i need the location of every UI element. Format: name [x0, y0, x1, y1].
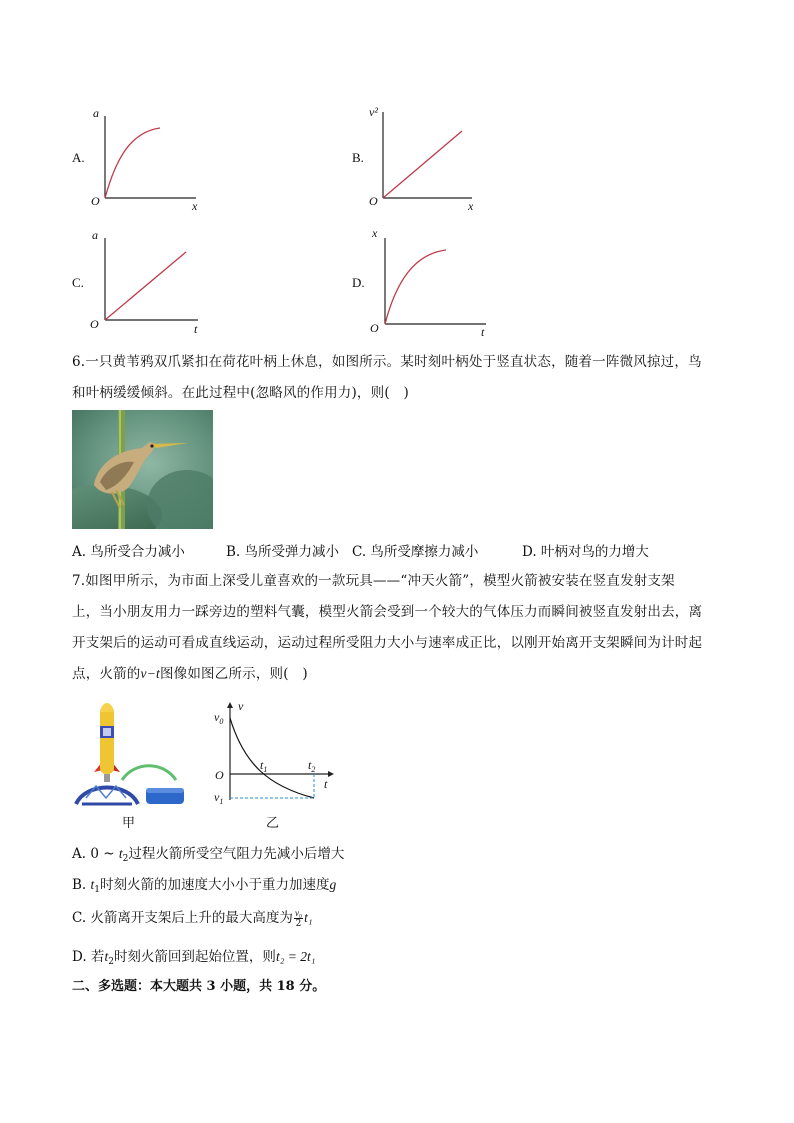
q7-vt-symbol: v−t	[140, 666, 160, 681]
q7-text-line3: 开支架后的运动可看成直线运动，运动过程所受阻力大小与速率成正比，以刚开始离开支架瞬间为计时起	[72, 635, 703, 651]
vt-v0-label: $v_0$	[214, 710, 224, 726]
graph-c	[86, 222, 211, 337]
graph-d-x-label: t	[481, 325, 485, 339]
graph-a	[86, 98, 211, 213]
option-c-label: C.	[72, 275, 84, 290]
rocket-toy-figure	[72, 700, 197, 815]
graph-d	[366, 222, 496, 340]
graph-b-x-label: x	[468, 199, 474, 213]
q7-text-line4	[72, 659, 722, 689]
q7-text-line2: 上，当小朋友用力一踩旁边的塑料气囊，模型火箭会受到一个较大的气体压力而瞬间被竖直发射出去，离	[72, 604, 703, 620]
graph-b-y-label: v²	[369, 105, 378, 119]
q6-choice-c: C. 鸟所受摩擦力减小	[352, 544, 479, 560]
q7-choice-b: B. $t_1$时刻火箭的加速度大小小于重力加速度g	[72, 877, 337, 895]
option-d-label: D.	[352, 275, 365, 290]
figure-jia-caption: 甲	[122, 816, 136, 831]
graph-d-origin: O	[370, 321, 379, 335]
vt-t2-label: $t_2$	[308, 758, 316, 774]
vt-t-label: t	[324, 777, 328, 791]
q7-line4-post: 图像如图乙所示，则( )	[159, 666, 308, 682]
graph-b	[364, 98, 489, 213]
q6-text-line1: 6.一只黄苇鸦双爪紧扣在荷花叶柄上休息，如图所示。某时刻叶柄处于竖直状态，随着一阵微风掠过，鸟	[72, 354, 702, 370]
graph-a-y-label: a	[93, 106, 99, 120]
q7-line4-pre: 点，火箭的	[72, 666, 141, 682]
bird-photo	[72, 410, 213, 529]
fraction-v0-over-2: $\frac{\text{v₀}}{2}$	[294, 908, 303, 929]
q6-choice-d: D. 叶柄对鸟的力增大	[522, 544, 649, 560]
vt-graph	[210, 699, 340, 812]
option-b-label: B.	[352, 150, 364, 165]
figure-yi-caption: 乙	[266, 816, 280, 831]
q6-choice-a: A. 鸟所受合力减小	[72, 544, 185, 560]
graph-c-x-label: t	[194, 322, 198, 336]
option-a-label: A.	[72, 150, 85, 165]
graph-c-origin: O	[90, 317, 99, 331]
vt-v-label: v	[238, 699, 244, 713]
vt-v1-label: $v_1$	[214, 790, 224, 806]
q7-text-line1: 7.如图甲所示，为市面上深受儿童喜欢的一款玩具——“冲天火箭”，模型火箭被安装在竖直发射支架	[72, 573, 675, 589]
graph-a-origin: O	[91, 194, 100, 208]
q6-text-line2: 和叶柄缓缓倾斜。在此过程中(忽略风的作用力)，则( )	[72, 385, 409, 401]
vt-origin: O	[215, 768, 224, 782]
graph-a-x-label: x	[192, 199, 198, 213]
vt-t1-label: $t_1$	[260, 758, 268, 774]
q7-choice-d: D. 若$t_2$时刻火箭回到起始位置，则t₂ = 2t₁	[72, 949, 316, 967]
q7-choice-c: C. 火箭离开支架后上升的最大高度为 $\frac{\text{v₀}}{2}$ t₁	[72, 908, 313, 929]
q6-choice-b: B. 鸟所受弹力减小	[226, 544, 340, 560]
graph-c-y-label: a	[92, 228, 98, 242]
graph-d-y-label: x	[372, 226, 378, 240]
graph-b-origin: O	[369, 194, 378, 208]
section-multiple-choice-heading: 二、多选题：本大题共 3 小题，共 18 分。	[72, 979, 326, 994]
q7-choice-a: A. 0 ~ $t_2$过程火箭所受空气阻力先减小后增大	[72, 846, 345, 864]
